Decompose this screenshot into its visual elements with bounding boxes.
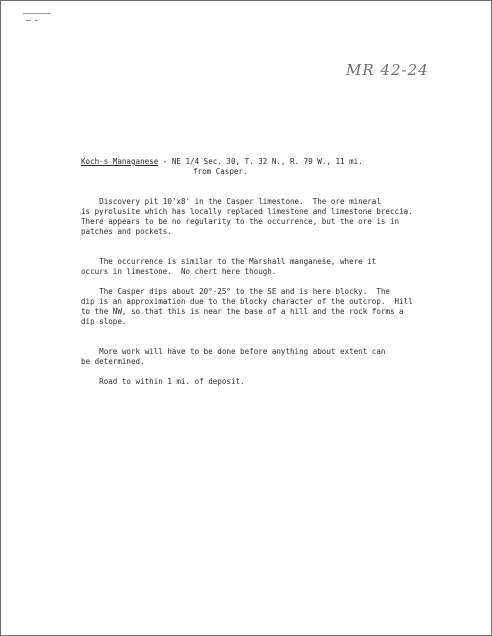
paragraph-road — [81, 377, 245, 387]
heading-title: Koch-s Managanese — [81, 157, 159, 166]
paragraph-discovery — [81, 197, 413, 237]
text-line: occurs in limestone. No chert here though. — [81, 267, 277, 276]
text-line: dip is an approximation due to the blocky character of the outcrop. Hill — [81, 297, 413, 306]
text-line: The occurrence is similar to the Marshall manganese, where it — [81, 257, 377, 266]
paragraph-occurrence — [81, 257, 376, 277]
heading-line-1 — [81, 157, 363, 167]
text-line: More work will have to be done before anything about extent can — [81, 347, 386, 356]
text-line: dip slope. — [81, 317, 127, 326]
text-line: Road to within 1 mi. of deposit. — [81, 377, 245, 386]
heading-location: - NE 1/4 Sec. 30, T. 32 N., R. 79 W., 11 mi. — [158, 157, 363, 166]
text-line: There appears to be no regularity to the occurrence, but the ore is in — [81, 217, 400, 226]
text-line: is pyrolusite which has locally replaced limestone and limestone breccia. — [81, 207, 413, 216]
text-line: to the NW, so that this is near the base of a hill and the rock forms a — [81, 307, 404, 316]
paragraph-extent — [81, 347, 385, 367]
paragraph-dip — [81, 287, 413, 327]
scan-corner-marks — [23, 11, 53, 23]
text-line: be determined. — [81, 357, 145, 366]
text-line: The Casper dips about 20°-25° to the SE and is here blocky. The — [81, 287, 390, 296]
heading-location-continued: from Casper. — [193, 167, 248, 176]
text-line: patches and pockets. — [81, 227, 172, 236]
text-line: Discovery pit 10'x8' in the Casper limestone. The ore mineral — [81, 197, 381, 206]
handwritten-file-number: MR 42-24 — [346, 61, 429, 79]
